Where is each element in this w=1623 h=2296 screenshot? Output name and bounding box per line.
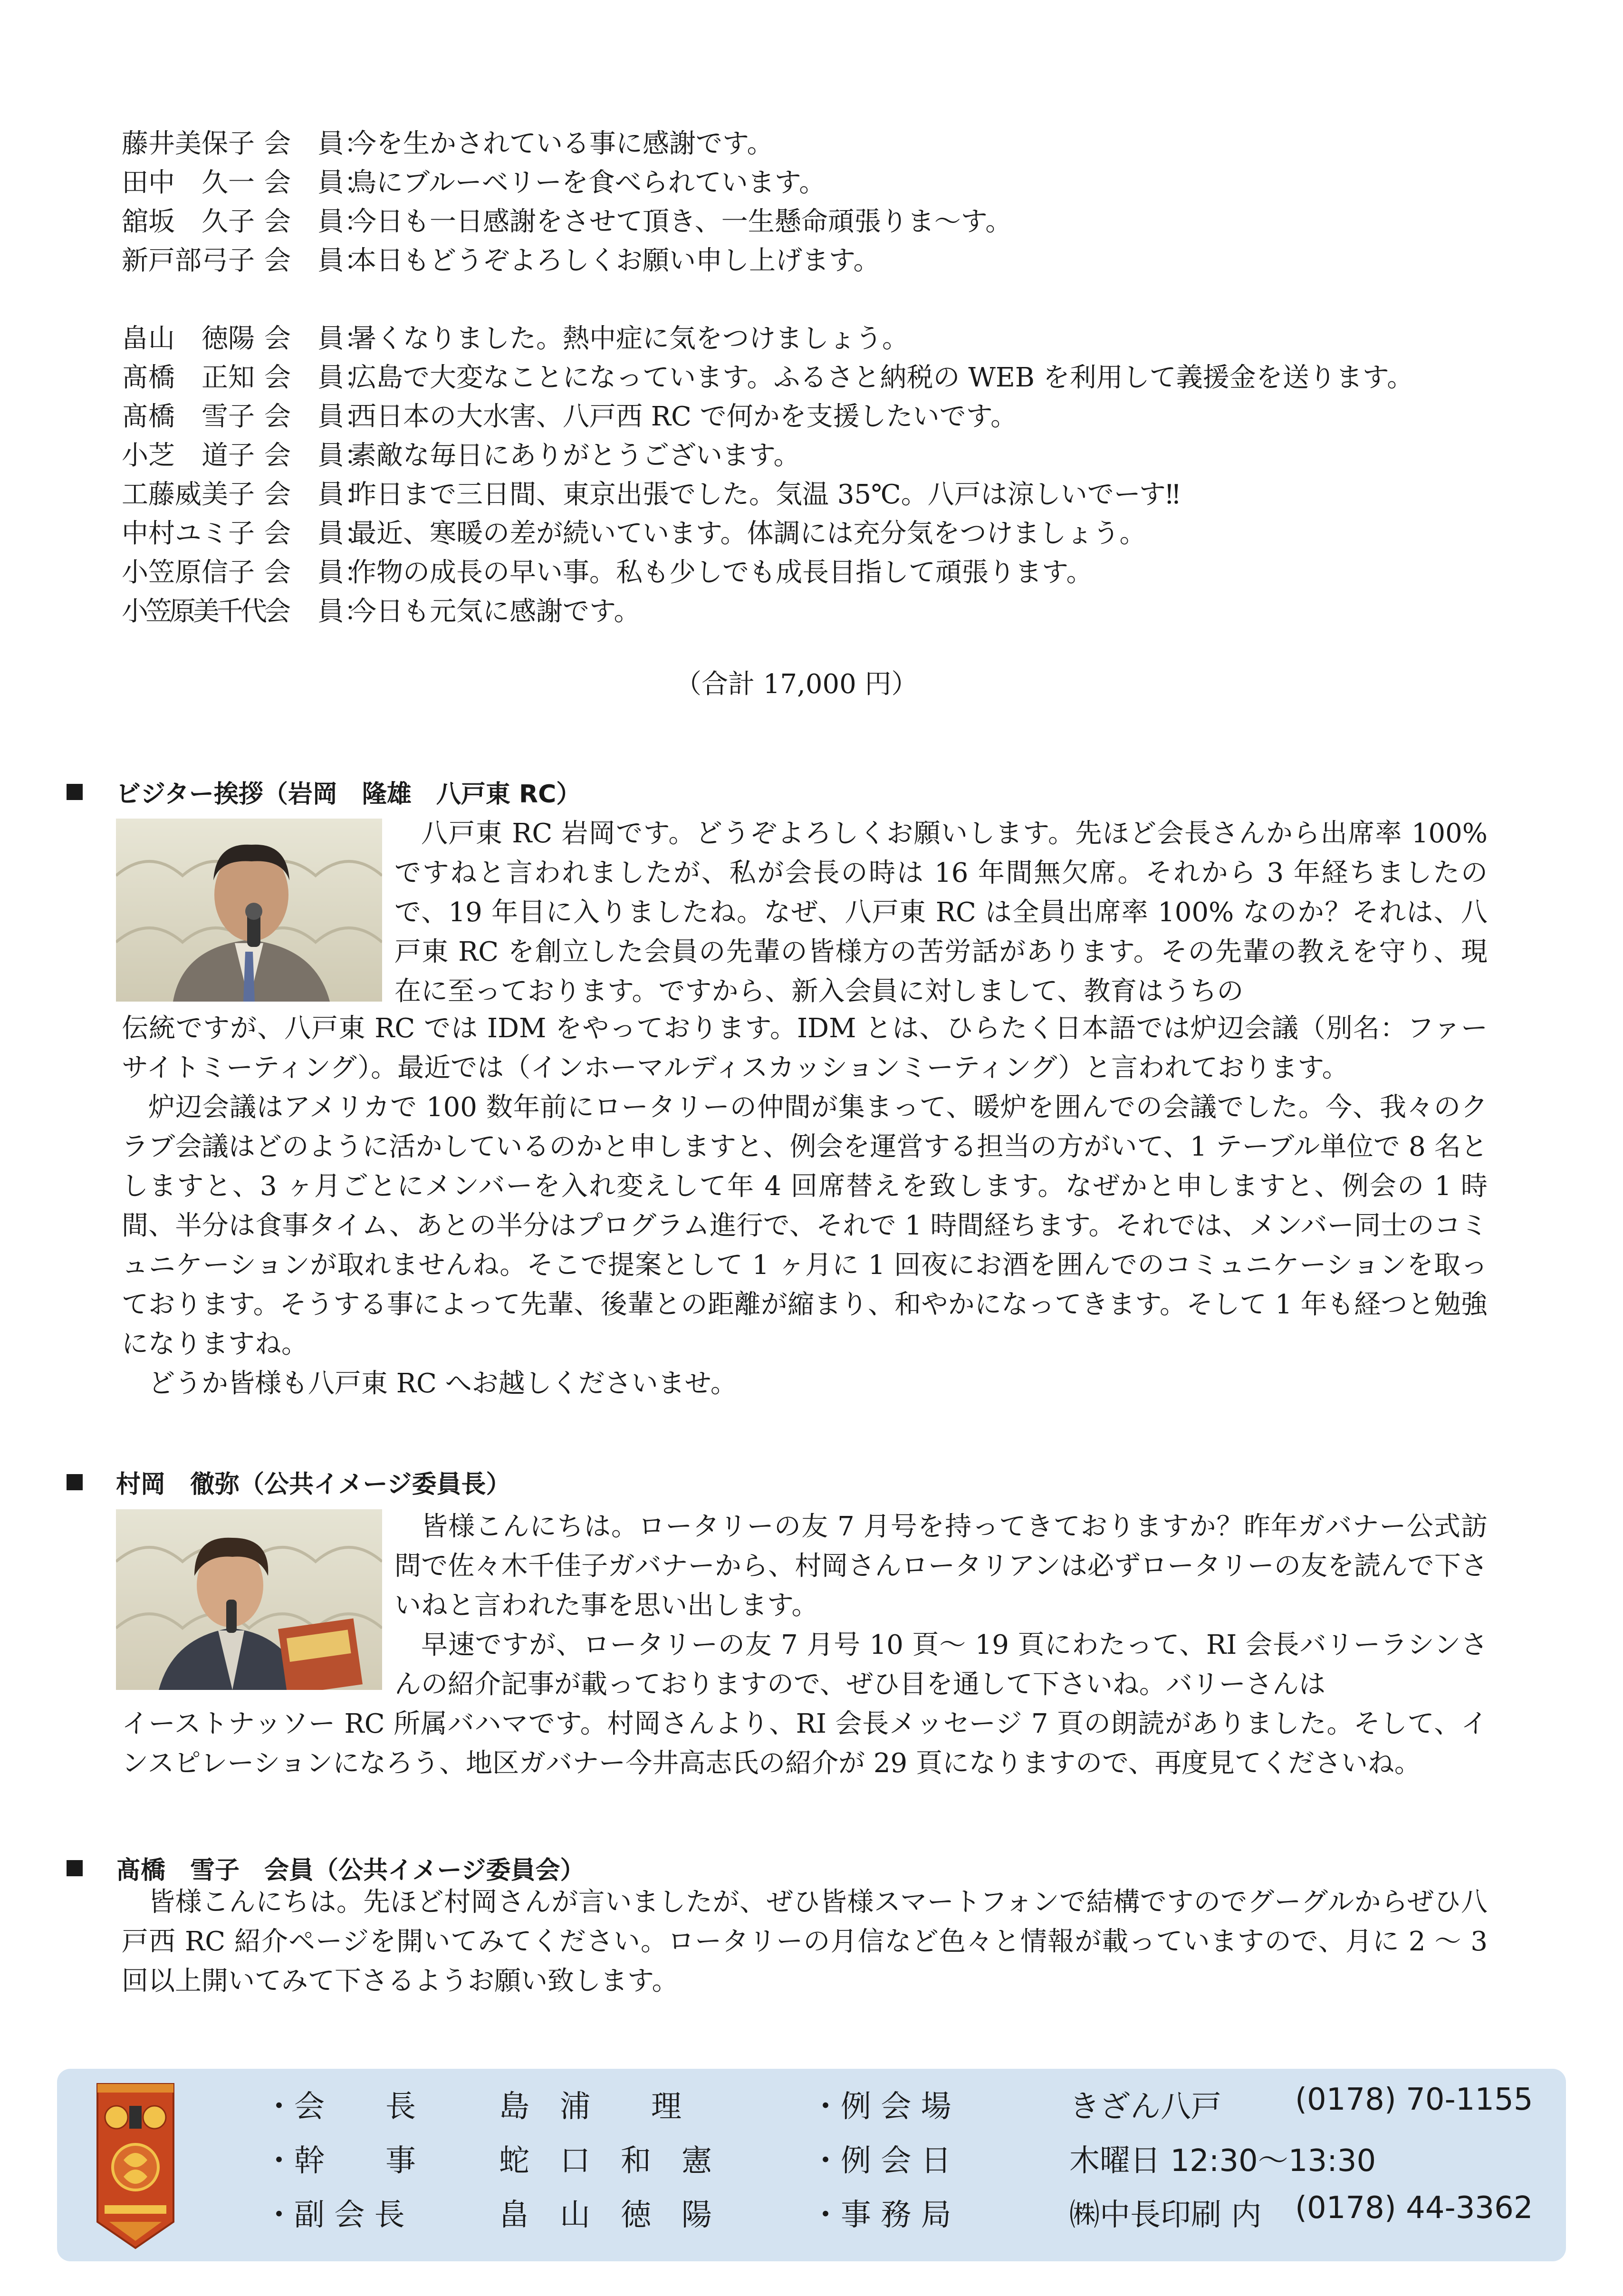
donor-role: 会 員： [264, 596, 371, 627]
donor-message: 今日も元気に感謝です。 [350, 596, 641, 627]
donor-role: 会 員： [264, 206, 371, 237]
visitor-speech-para2: 炉辺会議はアメリカで 100 数年前にロータリーの仲間が集まって、暖炉を囲んでの会議でした。今、我々のクラブ会議はどのように活かしているのかと申しますと、例会を運営する担当の方がいて、1 テーブル単位で 8 名としますと、3 ヶ月ごとにメンバーを入れ変えして年 4 回席替えを致します。なぜかと申しますと、例会の 1 時間、半分は食事タイム、あとの半分はプログラム進行で、それで 1 時間経ちます。それでは、メンバー同士のコミュニケーションが取れませんね。そこで提案として 1 ヶ月に 1 回夜にお酒を囲んでのコミュニケーションを取っております。そうする事によって先輩、後輩との距離が縮まり、和やかになってきます。そして 1 年も経つと勉強になりますね。 [122, 1092, 1488, 1360]
donor-role: 会 員： [264, 245, 371, 276]
muraoka-heading-text: 村岡 徹弥（公共イメージ委員長） [116, 1470, 511, 1499]
donation-row [122, 203, 1500, 241]
muraoka-heading [67, 1464, 510, 1500]
donor-name: 小笠原信子 [122, 557, 255, 588]
club-pennant-logo [95, 2079, 176, 2250]
visitor-heading-text: ビジター挨拶（岩岡 隆雄 八戸東 RC） [116, 780, 581, 809]
donor-message: 昨日まで三日間、東京出張でした。気温 35℃。八戸は涼しいでーす‼ [350, 479, 1180, 510]
muraoka-speech-para1: 皆様こんにちは。ロータリーの友 7 月号を持ってきておりますか？昨年ガバナー公式訪問で佐々木千佳子ガバナーから、村岡さんロータリアンは必ずロータリーの友を読んで下さいねと言われた事を思い出します。 [394, 1511, 1488, 1621]
donation-row [122, 241, 1500, 280]
donor-message: 西日本の大水害、八戸西 RC で何かを支援したいです。 [350, 401, 1018, 432]
donation-row [122, 475, 1500, 514]
square-bullet-icon [67, 784, 83, 800]
donor-name: 小笠原美千代 [122, 596, 264, 627]
muraoka-speech-para2: 早速ですが、ロータリーの友 7 月号 10 頁〜 19 頁にわたって、RI 会長バリーラシンさんの紹介記事が載っておりますので、ぜひ目を通して下さいね。バリーさんは [394, 1630, 1488, 1700]
donation-row [122, 553, 1500, 592]
takahashi-heading-text: 髙橋 雪子 会員（公共イメージ委員会） [116, 1856, 585, 1885]
donation-list [122, 125, 1500, 631]
donor-name: 舘坂 久子 [122, 206, 255, 237]
visitor-speech-para3: どうか皆様も八戸東 RC へお越しくださいませ。 [148, 1368, 737, 1399]
muraoka-full-text-block [122, 1704, 1488, 1783]
donor-message: 作物の成長の早い事。私も少しでも成長目指して頑張ります。 [350, 557, 1093, 588]
donor-message: 広島で大変なことになっています。ふるさと納税の WEB を利用して義援金を送ります。 [350, 362, 1414, 393]
meeting-day-value: 木曜日 12:30〜13:30 [1069, 2143, 1376, 2179]
donor-name: 中村ユミ子 [122, 518, 255, 549]
president-name: 島 浦 理 [499, 2089, 682, 2124]
spacer [122, 280, 1500, 319]
office-phone: (0178) 44-3362 [1295, 2190, 1533, 2226]
square-bullet-icon [67, 1860, 83, 1876]
donor-name: 髙橋 正知 [122, 362, 255, 393]
donor-role: 会 員： [264, 323, 371, 354]
donation-row [122, 319, 1500, 358]
secretary-label: ・幹 事 [264, 2143, 416, 2179]
donation-row [122, 397, 1500, 436]
donor-role: 会 員： [264, 128, 371, 159]
donor-message: 暑くなりました。熱中症に気をつけましょう。 [350, 323, 909, 354]
donation-row [122, 125, 1500, 164]
visitor-speech-part2: 伝統ですが、八戸東 RC では IDM をやっております。IDM とは、ひらたく日本語では炉辺会議（別名：ファーサイトミーティング）。最近では（インホーマルディスカッションミーティング）と言われております。 [122, 1013, 1488, 1083]
meeting-day-label: ・例 会 日 [810, 2143, 951, 2179]
donor-role: 会 員： [264, 518, 371, 549]
donor-role: 会 員： [264, 167, 371, 198]
venue-label: ・例 会 場 [810, 2089, 951, 2124]
donor-name: 畠山 徳陽 [122, 323, 255, 354]
visitor-heading [67, 774, 581, 810]
vice-president-label: ・副 会 長 [264, 2198, 405, 2233]
donation-row [122, 514, 1500, 553]
office-value: ㈱中長印刷 内 [1069, 2198, 1262, 2233]
takahashi-speech: 皆様こんにちは。先ほど村岡さんが言いましたが、ぜひ皆様スマートフォンで結構ですのでグーグルからぜひ八戸西 RC 紹介ページを開いてみてください。ロータリーの月信など色々と情報が載っていますので、月に 2 〜 3 回以上開いてみて下さるようお願い致します。 [122, 1887, 1488, 1997]
donor-message: 本日もどうぞよろしくお願い申し上げます。 [350, 245, 880, 276]
vice-president-name: 畠 山 徳 陽 [499, 2198, 712, 2233]
takahashi-text-block [122, 1882, 1488, 2001]
donation-row [122, 358, 1500, 397]
square-bullet-icon [67, 1474, 83, 1490]
venue-value: きざん八戸 [1069, 2089, 1221, 2124]
donor-name: 工藤威美子 [122, 479, 255, 510]
donor-message: 今を生かされている事に感謝です。 [350, 128, 774, 159]
donor-message: 鳥にブルーベリーを食べられています。 [350, 167, 826, 198]
donor-name: 髙橋 雪子 [122, 401, 255, 432]
venue-phone: (0178) 70-1155 [1295, 2082, 1533, 2117]
visitor-photo [116, 819, 382, 1002]
donor-role: 会 員： [264, 557, 371, 588]
donor-message: 今日も一日感謝をさせて頂き、一生懸命頑張りま〜す。 [350, 206, 1012, 237]
donor-role: 会 員： [264, 440, 371, 471]
muraoka-wrap-text-block [394, 1507, 1488, 1704]
president-label: ・会 長 [264, 2089, 416, 2124]
muraoka-speech-part3: イーストナッソー RC 所属バハマです。村岡さんより、RI 会長メッセージ 7 頁の朗読がありました。そして、インスピレーションになろう、地区ガバナー今井高志氏の紹介が 29 頁になりますので、再度見てくださいね。 [122, 1708, 1488, 1779]
donation-row [122, 592, 1500, 631]
secretary-name: 蛇 口 和 憲 [499, 2143, 712, 2179]
club-info-footer [57, 2069, 1566, 2261]
office-label: ・事 務 局 [810, 2198, 951, 2233]
visitor-full-text-block [122, 1009, 1488, 1403]
donor-role: 会 員： [264, 479, 371, 510]
takahashi-heading [67, 1850, 585, 1886]
donor-message: 素敵な毎日にありがとうございます。 [350, 440, 800, 471]
donor-name: 藤井美保子 [122, 128, 255, 159]
muraoka-photo [116, 1509, 382, 1690]
donor-name: 小芝 道子 [122, 440, 255, 471]
donation-row [122, 436, 1500, 475]
donation-total: （合計 17,000 円） [675, 669, 918, 700]
donor-name: 新戸部弓子 [122, 245, 255, 276]
donor-message: 最近、寒暖の差が続いています。体調には充分気をつけましょう。 [350, 518, 1146, 549]
donation-row [122, 164, 1500, 203]
donor-name: 田中 久一 [122, 167, 255, 198]
visitor-wrap-text-block [394, 814, 1488, 1011]
donor-role: 会 員： [264, 362, 371, 393]
donor-role: 会 員： [264, 401, 371, 432]
visitor-speech-part1: 八戸東 RC 岩岡です。どうぞよろしくお願いします。先ほど会長さんから出席率 100% ですねと言われましたが、私が会長の時は 16 年間無欠席。それから 3 年経ちましたので、19 年目に入りましたね。なぜ、八戸東 RC は全員出席率 100% なのか？それは、八戸東 RC を創立した会員の先輩の皆様方の苦労話があります。その先輩の教えを守り、現在に至っております。ですから、新入会員に対しまして、教育はうちの [394, 818, 1488, 1007]
